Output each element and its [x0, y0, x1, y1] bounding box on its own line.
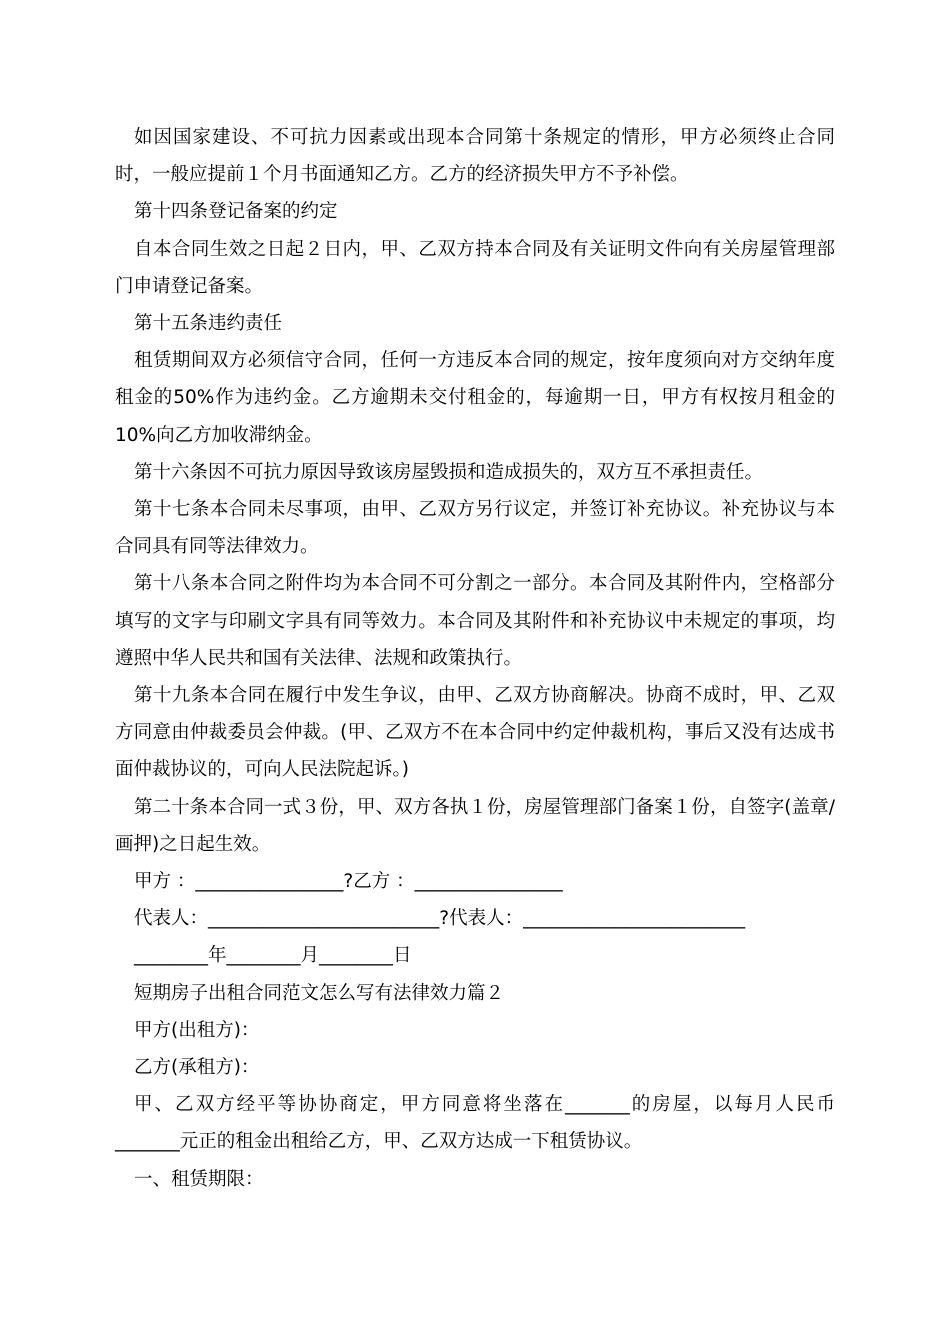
section-title-part-2: 短期房子出租合同范文怎么写有法律效力篇２ [134, 982, 505, 1004]
document-body [115, 119, 835, 1198]
paragraph-article-18: 第十八条本合同之附件均为本合同不可分割之一部分。本合同及其附件内，空格部分填写的文字与印刷文字具有同等效力。本合同及其附件和补充协议中未规定的事项，均遵照中华人民共和国有关法律、法规和政策执行。 [115, 573, 835, 669]
paragraph-termination: 如因国家建设、不可抗力因素或出现本合同第十条规定的情形，甲方必须终止合同时，一般应提前１个月书面通知乙方。乙方的经济损失甲方不予补偿。 [115, 127, 835, 186]
paragraph-registration: 自本合同生效之日起２日内，甲、乙双方持本合同及有关证明文件向有关房屋管理部门申请登记备案。 [115, 238, 835, 297]
heading-article-14: 第十四条登记备案的约定 [134, 201, 338, 223]
party-b-lessee: 乙方(承租方)： [134, 1057, 260, 1079]
signature-representatives: 代表人：_________________________?代表人：________________________ [134, 908, 746, 930]
paragraph-article-19: 第十九条本合同在履行中发生争议，由甲、乙双方协商解决。协商不成时，甲、乙双方同意由仲裁委员会仲裁。(甲、乙双方不在本合同中约定仲裁机构，事后又没有达成书面仲裁协议的，可向人民法院起诉。) [115, 685, 835, 781]
paragraph-agreement: 甲、乙双方经平等协协商定，甲方同意将坐落在_______的房屋，以每月人民币_______元正的租金出租给乙方，甲、乙双方达成一下租赁协议。 [115, 1094, 835, 1153]
signature-date: ________年________月________日 [134, 945, 412, 967]
signature-parties: 甲方 ：________________?乙方 ：________________ [134, 871, 563, 893]
heading-lease-term: 一、租赁期限： [134, 1168, 264, 1190]
paragraph-article-20: 第二十条本合同一式３份，甲、双方各执１份，房屋管理部门备案１份，自签字(盖章/画押)之日起生效。 [115, 796, 835, 855]
paragraph-article-16: 第十六条因不可抗力原因导致该房屋毁损和造成损失的，双方互不承担责任。 [134, 461, 764, 483]
paragraph-article-17: 第十七条本合同未尽事项，由甲、乙双方另行议定，并签订补充协议。补充协议与本合同具有同等法律效力。 [115, 499, 835, 558]
heading-article-15: 第十五条违约责任 [134, 313, 283, 335]
paragraph-liability: 租赁期间双方必须信守合同，任何一方违反本合同的规定，按年度须向对方交纳年度租金的50%作为违约金。乙方逾期未交付租金的，每逾期一日，甲方有权按月租金的10%向乙方加收滞纳金。 [115, 350, 835, 446]
party-a-lessor: 甲方(出租方)： [134, 1019, 260, 1041]
